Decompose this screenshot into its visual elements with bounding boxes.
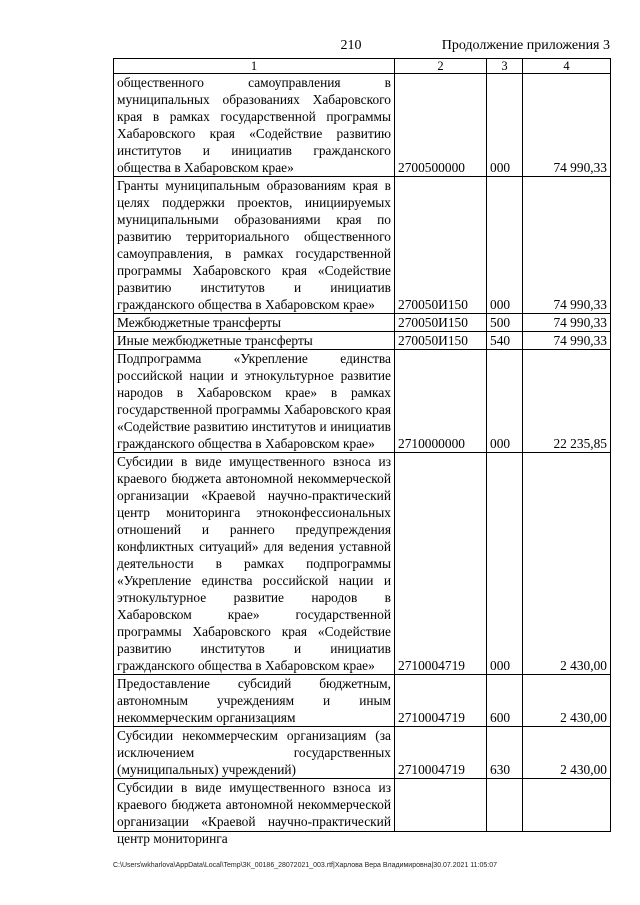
budget-table	[113, 58, 611, 846]
row-type: 630	[487, 727, 523, 779]
row-amount: 2 430,00	[523, 727, 611, 779]
table-row	[114, 350, 611, 453]
row-amount: 74 990,33	[523, 177, 611, 314]
table-row	[114, 314, 611, 332]
row-type	[487, 779, 523, 832]
column-header: 4	[523, 59, 611, 74]
row-type: 000	[487, 74, 523, 177]
row-code: 270050И150	[395, 332, 487, 350]
table-row	[114, 727, 611, 779]
row-code: 2710004719	[395, 675, 487, 727]
table-row	[114, 177, 611, 314]
row-name-continued	[114, 779, 395, 846]
row-type: 000	[487, 350, 523, 453]
table-row	[114, 74, 611, 177]
row-code: 2710000000	[395, 350, 487, 453]
row-code: 2710004719	[395, 453, 487, 675]
row-code: 270050И150	[395, 177, 487, 314]
table-row	[114, 453, 611, 675]
row-name-text: Субсидии в виде имущественного взноса из краевого бюджета автономной некоммерческой организации «Краевой научно-практический центр мониторинга	[117, 780, 391, 846]
row-code: 2700500000	[395, 74, 487, 177]
column-header: 2	[395, 59, 487, 74]
table-row	[114, 675, 611, 727]
page-number: 210	[340, 38, 362, 53]
row-type: 000	[487, 453, 523, 675]
column-header: 3	[487, 59, 523, 74]
continuation-title: Продолжение приложения 3	[441, 38, 610, 53]
row-name: Иные межбюджетные трансферты	[114, 332, 395, 350]
row-code: 270050И150	[395, 314, 487, 332]
document-footer-path: C:\Users\wkharlova\AppData\Local\Temp\ЗК_00186_28072021_003.rtf|Харлова Вера Владимировна|30.07.2021 11:05:07	[113, 862, 498, 869]
row-name: Субсидии в виде имущественного взноса из краевого бюджета автономной некоммерческой организации «Краевой научно-практический центр мониторинга этноконфессиональных отношений и раннего предупреждения конфликтных ситуаций» для ведения уставной деятельности в рамках подпрограммы «Укрепление единства российской нации и этнокультурное развитие народов в Хабаровском крае» государственной программы Хабаровского края «Содействие развитию институтов и инициатив гражданского общества в Хабаровском крае»	[114, 453, 395, 675]
table-header-row	[114, 59, 611, 74]
row-name: Межбюджетные трансферты	[114, 314, 395, 332]
row-name: Гранты муниципальным образованиям края в целях поддержки проектов, инициируемых муниципальными образованиями края по развитию территориального общественного самоуправления, в рамках государственной программы Хабаровского края «Содействие развитию институтов и инициатив гражданского общества в Хабаровском крае»	[114, 177, 395, 314]
row-amount: 74 990,33	[523, 314, 611, 332]
row-amount: 2 430,00	[523, 453, 611, 675]
row-amount	[523, 779, 611, 832]
row-name: Подпрограмма «Укрепление единства российской нации и этнокультурное развитие народов в Хабаровском крае» в рамках государственной программы Хабаровского края «Содействие развитию институтов и инициатив гражданского общества в Хабаровском крае»	[114, 350, 395, 453]
row-amount: 74 990,33	[523, 74, 611, 177]
row-name: Субсидии некоммерческим организациям (за исключением государственных (муниципальных) учреждений)	[114, 727, 395, 779]
row-code: 2710004719	[395, 727, 487, 779]
row-name: общественного самоуправления в муниципальных образованиях Хабаровского края в рамках государственной программы Хабаровского края «Содействие развитию институтов и инициатив гражданского общества в Хабаровском крае»	[114, 74, 395, 177]
column-header: 1	[114, 59, 395, 74]
row-type: 540	[487, 332, 523, 350]
row-type: 600	[487, 675, 523, 727]
table-row	[114, 332, 611, 350]
row-amount: 2 430,00	[523, 675, 611, 727]
row-type: 000	[487, 177, 523, 314]
row-name: Предоставление субсидий бюджетным, автономным учреждениям и иным некоммерческим организациям	[114, 675, 395, 727]
table-row	[114, 779, 611, 832]
row-amount: 22 235,85	[523, 350, 611, 453]
row-code	[395, 779, 487, 832]
row-amount: 74 990,33	[523, 332, 611, 350]
row-type: 500	[487, 314, 523, 332]
